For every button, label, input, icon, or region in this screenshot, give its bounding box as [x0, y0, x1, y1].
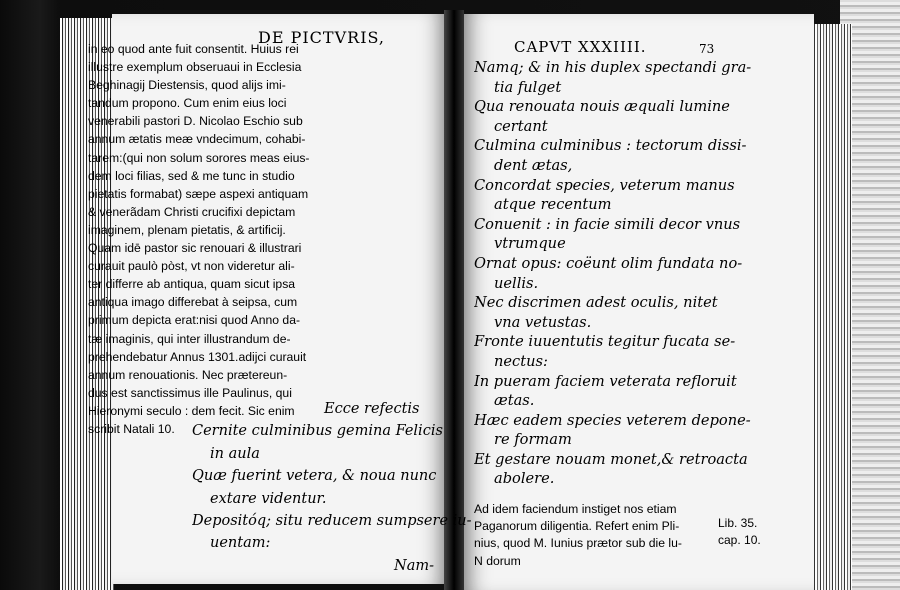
text-line: annum renouationis. Nec prætereun- [88, 367, 288, 382]
text-line: tia fulget [494, 78, 562, 96]
text-line: Ornat opus: coëunt olim fundata no- [474, 254, 743, 272]
text-line: Cernite culminibus gemina Felicis [192, 423, 443, 440]
margin-note-line: cap. 10. [718, 533, 761, 547]
text-line: Et gestare nouam monet,& retroacta [474, 450, 748, 468]
text-line: uellis. [494, 274, 539, 292]
text-line: atque recentum [494, 196, 612, 214]
text-line: curauit paulò pòst, vt non videretur ali- [88, 259, 295, 274]
text-line: Depositóq; situ reducem sumpsere iu- [192, 513, 472, 530]
text-line: Hieronymi seculo : dem fecit. Sic enim [88, 403, 295, 418]
text-line: Quam idē pastor sic renouari & illustrari [88, 241, 302, 256]
text-line: dem loci filias, sed & me tunc in studio [88, 168, 295, 183]
text-line: Ecce refectis [324, 401, 420, 417]
text-line: prehendebatur Annus 1301.adijci curauit [88, 349, 307, 364]
text-line: pietatis formabat) sæpe aspexi antiquam [88, 186, 309, 201]
text-line: vtrumque [494, 235, 566, 253]
left-body-text [88, 40, 310, 438]
text-line: Fronte iuuentutis tegitur fucata se- [474, 333, 736, 351]
text-line: tandum propono. Cum enim eius loci [88, 96, 287, 111]
text-line: ter differre ab antiqua, quam sicut ipsa [88, 277, 296, 292]
text-line: ætas. [494, 392, 535, 410]
text-line: Paganorum diligentia. Refert enim Pli- [474, 519, 680, 534]
text-line: primum depicta erat:nisi quod Anno da- [88, 313, 301, 328]
right-prose [474, 501, 682, 570]
text-line: tæ imaginis, qui inter illustrandum de- [88, 331, 291, 346]
text-line: Quæ fuerint vetera, & noua nunc [192, 468, 437, 485]
text-line: uentam: [210, 535, 271, 552]
text-line: tarem:(qui non solum sorores meas eius- [88, 150, 310, 165]
margin-note-line: Lib. 35. [718, 516, 758, 530]
text-line: illustre exemplum obseruaui in Ecclesia [88, 60, 302, 75]
text-line: In pueram faciem veterata refloruit [474, 372, 737, 390]
text-line: nectus: [494, 352, 548, 370]
text-line: abolere. [494, 470, 555, 488]
text-line: in aula [210, 445, 260, 462]
text-line: Qua renouata nouis æquali lumine [474, 98, 730, 116]
text-line: Ad idem faciendum instiget nos etiam [474, 502, 677, 516]
right-page-edges [812, 24, 852, 590]
text-line: nius, quod M. Iunius prætor sub die lu- [474, 536, 682, 551]
text-line: Namq; & in his duplex spectandi gra- [474, 59, 752, 76]
text-line: dent ætas, [494, 156, 573, 174]
text-line: vna vetustas. [494, 313, 592, 331]
text-line: Hæc eadem species veterem depone- [474, 411, 751, 429]
text-line: antiqua imago differebat à seipsa, cum [88, 295, 298, 310]
text-line: annum ætatis meæ vndecimum, cohabi- [88, 132, 306, 147]
text-line: & venerãdam Christi crucifixi depictam [88, 204, 296, 219]
margin-note [718, 515, 761, 549]
text-line: Beghinagij Diestensis, quod alijs imi- [88, 78, 286, 93]
right-poem [474, 58, 751, 489]
text-line: Nec discrimen adest oculis, nitet [474, 294, 718, 312]
text-line: in eo quod ante fuit consentit. Huius rei [88, 42, 299, 56]
text-line: scribit Natali 10. [88, 421, 175, 436]
text-line: Culmina culminibus : tectorum dissi- [474, 137, 747, 155]
page-number: 73 [699, 42, 715, 56]
text-line: Conuenit : in facie simili decor vnus [474, 215, 741, 233]
text-line: re formam [494, 431, 572, 449]
text-line: venerabili pastori D. Nicolao Eschio sub [88, 114, 303, 129]
left-running-header: DE PICTVRIS, [258, 28, 385, 47]
left-poem [192, 398, 472, 577]
text-line: Nam- [394, 557, 434, 574]
text-line: imaginem, plenam pietatis, & artificij. [88, 222, 286, 237]
right-running-header: CAPVT XXXIIII. [514, 38, 647, 56]
text-line: dus est sanctissimus ille Paulinus, qui [88, 385, 292, 400]
text-line: extare videntur. [210, 490, 327, 507]
text-line: certant [494, 117, 548, 135]
text-line: N dorum [474, 553, 521, 568]
text-line: Concordat species, veterum manus [474, 176, 735, 194]
